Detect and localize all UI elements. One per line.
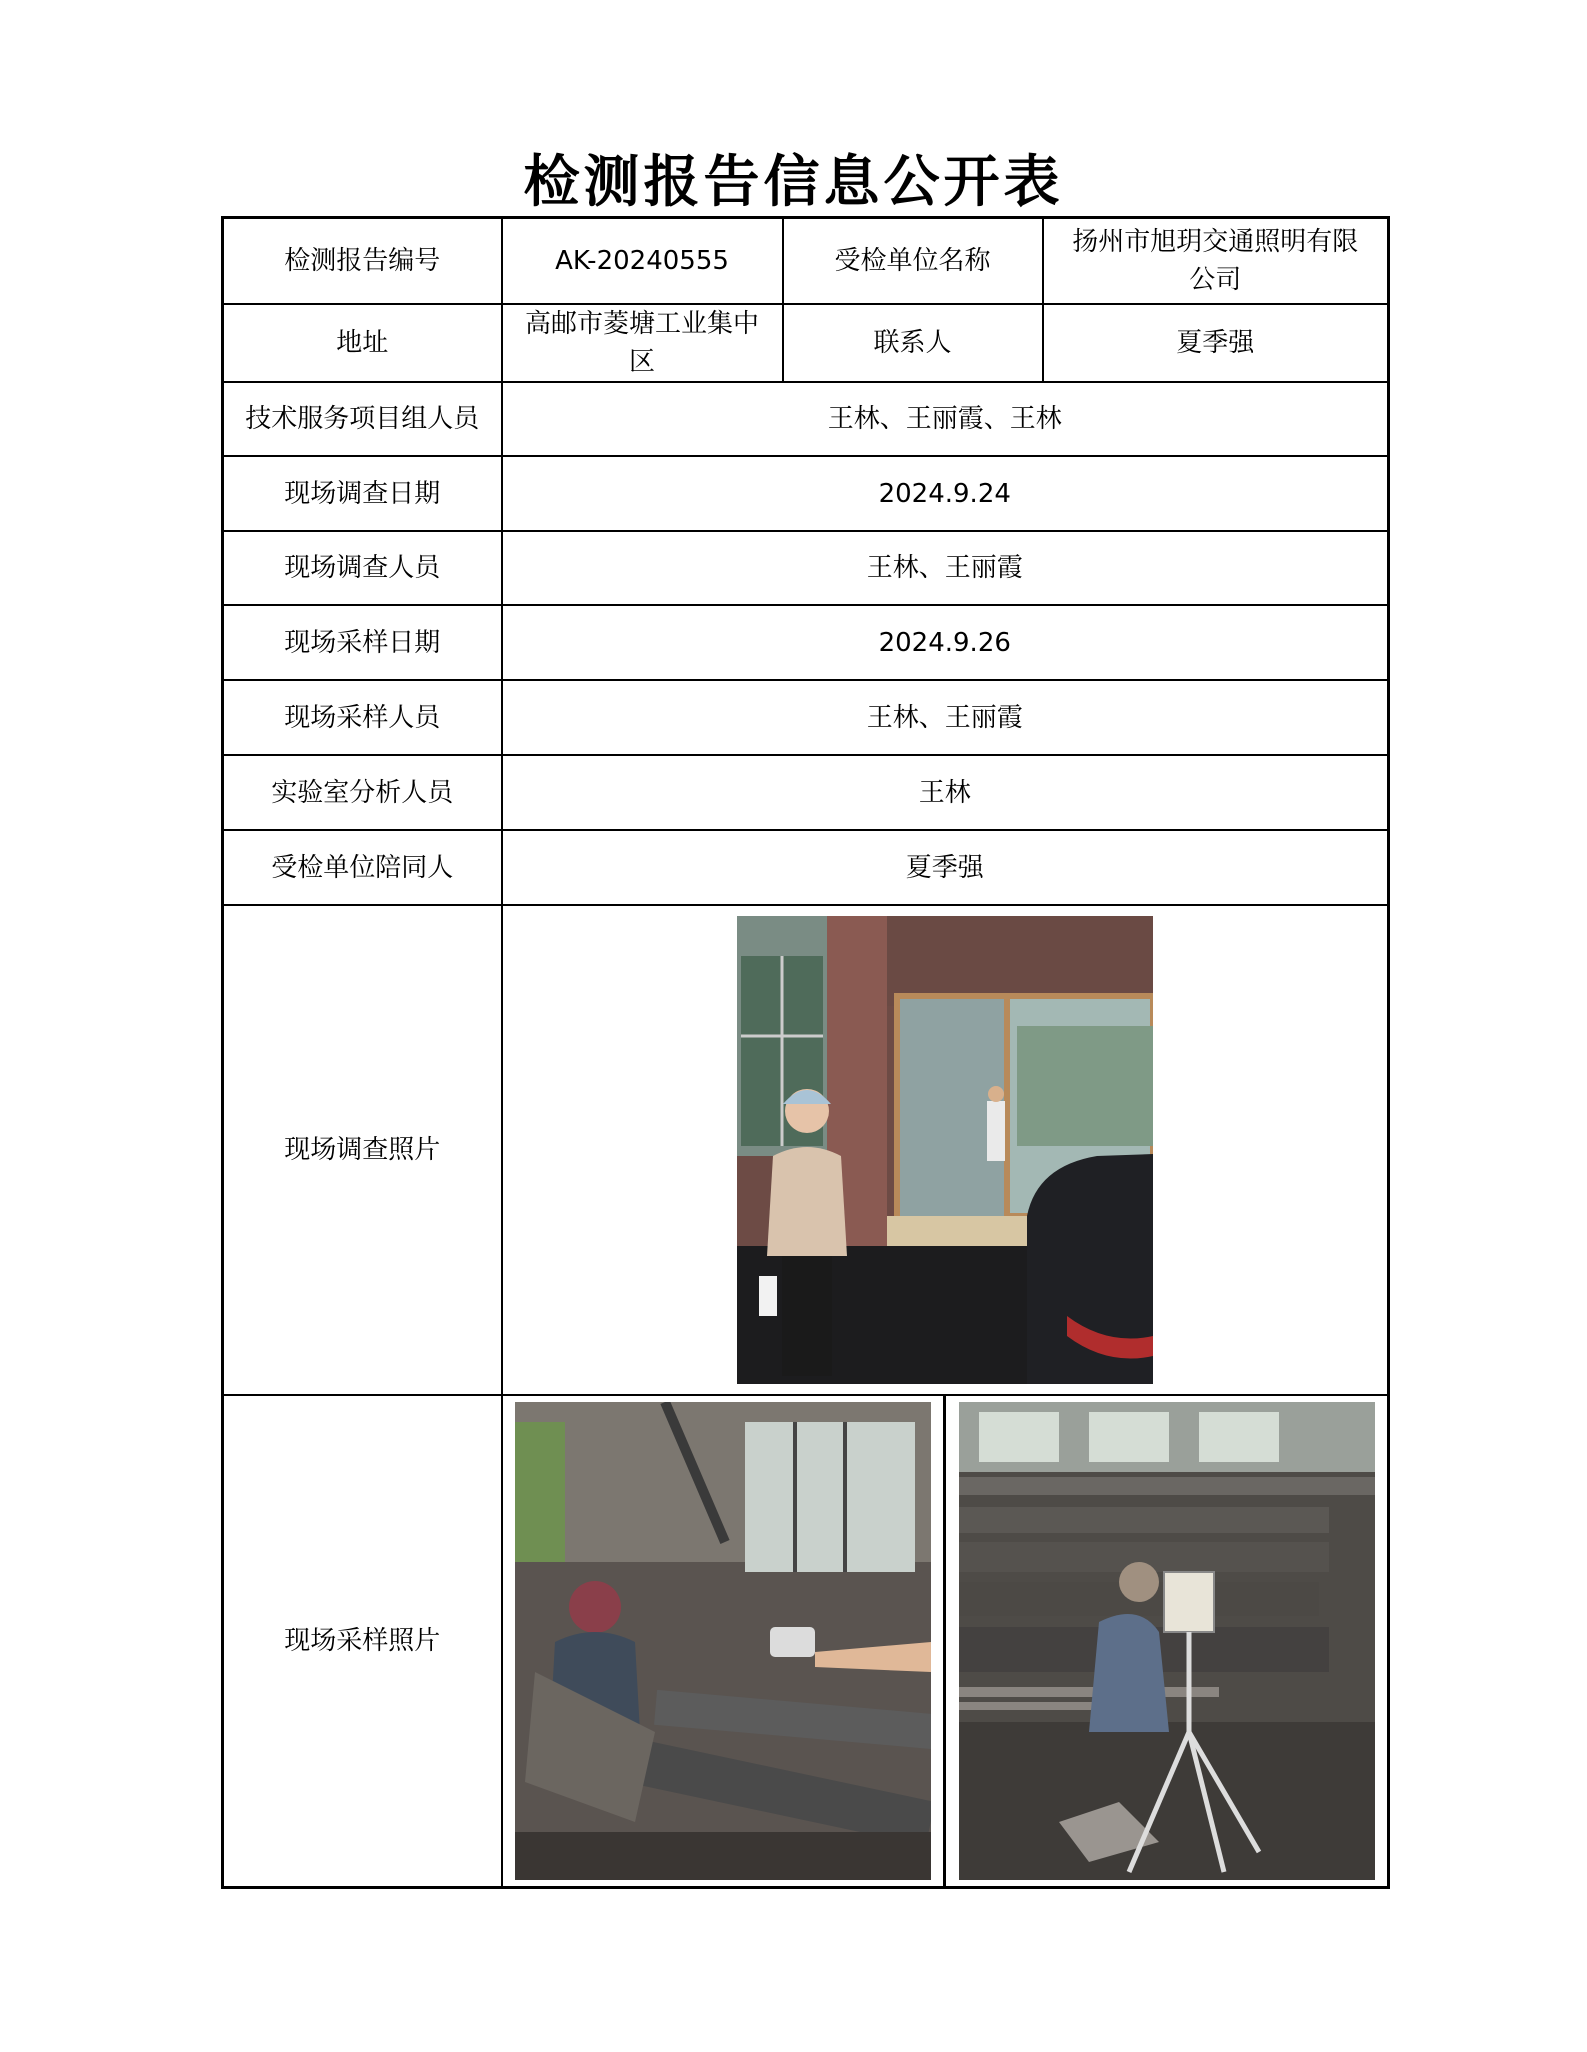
survey-photo-label: 现场调查照片 [223, 905, 502, 1395]
table-row [223, 218, 1389, 305]
sampling-photo-label: 现场采样照片 [223, 1395, 502, 1888]
unit-label: 受检单位名称 [783, 218, 1043, 305]
page-title: 检测报告信息公开表 [523, 149, 1064, 215]
escort-value: 夏季强 [502, 830, 1389, 905]
team-label: 技术服务项目组人员 [223, 382, 502, 456]
sampling-photo-welding [515, 1402, 931, 1880]
sampling-staff-value: 王林、王丽霞 [502, 680, 1389, 755]
info-table [221, 216, 1390, 1889]
table-row [223, 755, 1389, 830]
sampling-date-value: 2024.9.26 [502, 605, 1389, 680]
address-label: 地址 [223, 304, 502, 382]
table-row [223, 680, 1389, 755]
lab-staff-value: 王林 [502, 755, 1389, 830]
contact-value: 夏季强 [1043, 304, 1389, 382]
survey-staff-value: 王林、王丽霞 [502, 531, 1389, 605]
sampling-photo-cell [502, 1395, 1389, 1888]
table-row [223, 1395, 1389, 1888]
unit-value: 扬州市旭玥交通照明有限公司 [1043, 218, 1389, 305]
sampling-staff-label: 现场采样人员 [223, 680, 502, 755]
contact-label: 联系人 [783, 304, 1043, 382]
survey-date-value: 2024.9.24 [502, 456, 1389, 531]
lab-staff-label: 实验室分析人员 [223, 755, 502, 830]
report-no-value: AK-20240555 [502, 218, 783, 305]
survey-photo [737, 916, 1153, 1384]
survey-date-label: 现场调查日期 [223, 456, 502, 531]
table-row [223, 382, 1389, 456]
sampling-photo-left-frame [503, 1396, 947, 1886]
table-row [223, 531, 1389, 605]
survey-photo-cell [502, 905, 1389, 1395]
table-row [223, 830, 1389, 905]
sampling-photo-right-frame [946, 1396, 1387, 1886]
table-row [223, 605, 1389, 680]
table-row [223, 905, 1389, 1395]
address-value: 高邮市菱塘工业集中区 [502, 304, 783, 382]
team-value: 王林、王丽霞、王林 [502, 382, 1389, 456]
table-row [223, 304, 1389, 382]
escort-label: 受检单位陪同人 [223, 830, 502, 905]
sampling-photo-tripod [959, 1402, 1375, 1880]
sampling-date-label: 现场采样日期 [223, 605, 502, 680]
survey-staff-label: 现场调查人员 [223, 531, 502, 605]
table-row [223, 456, 1389, 531]
report-no-label: 检测报告编号 [223, 218, 502, 305]
